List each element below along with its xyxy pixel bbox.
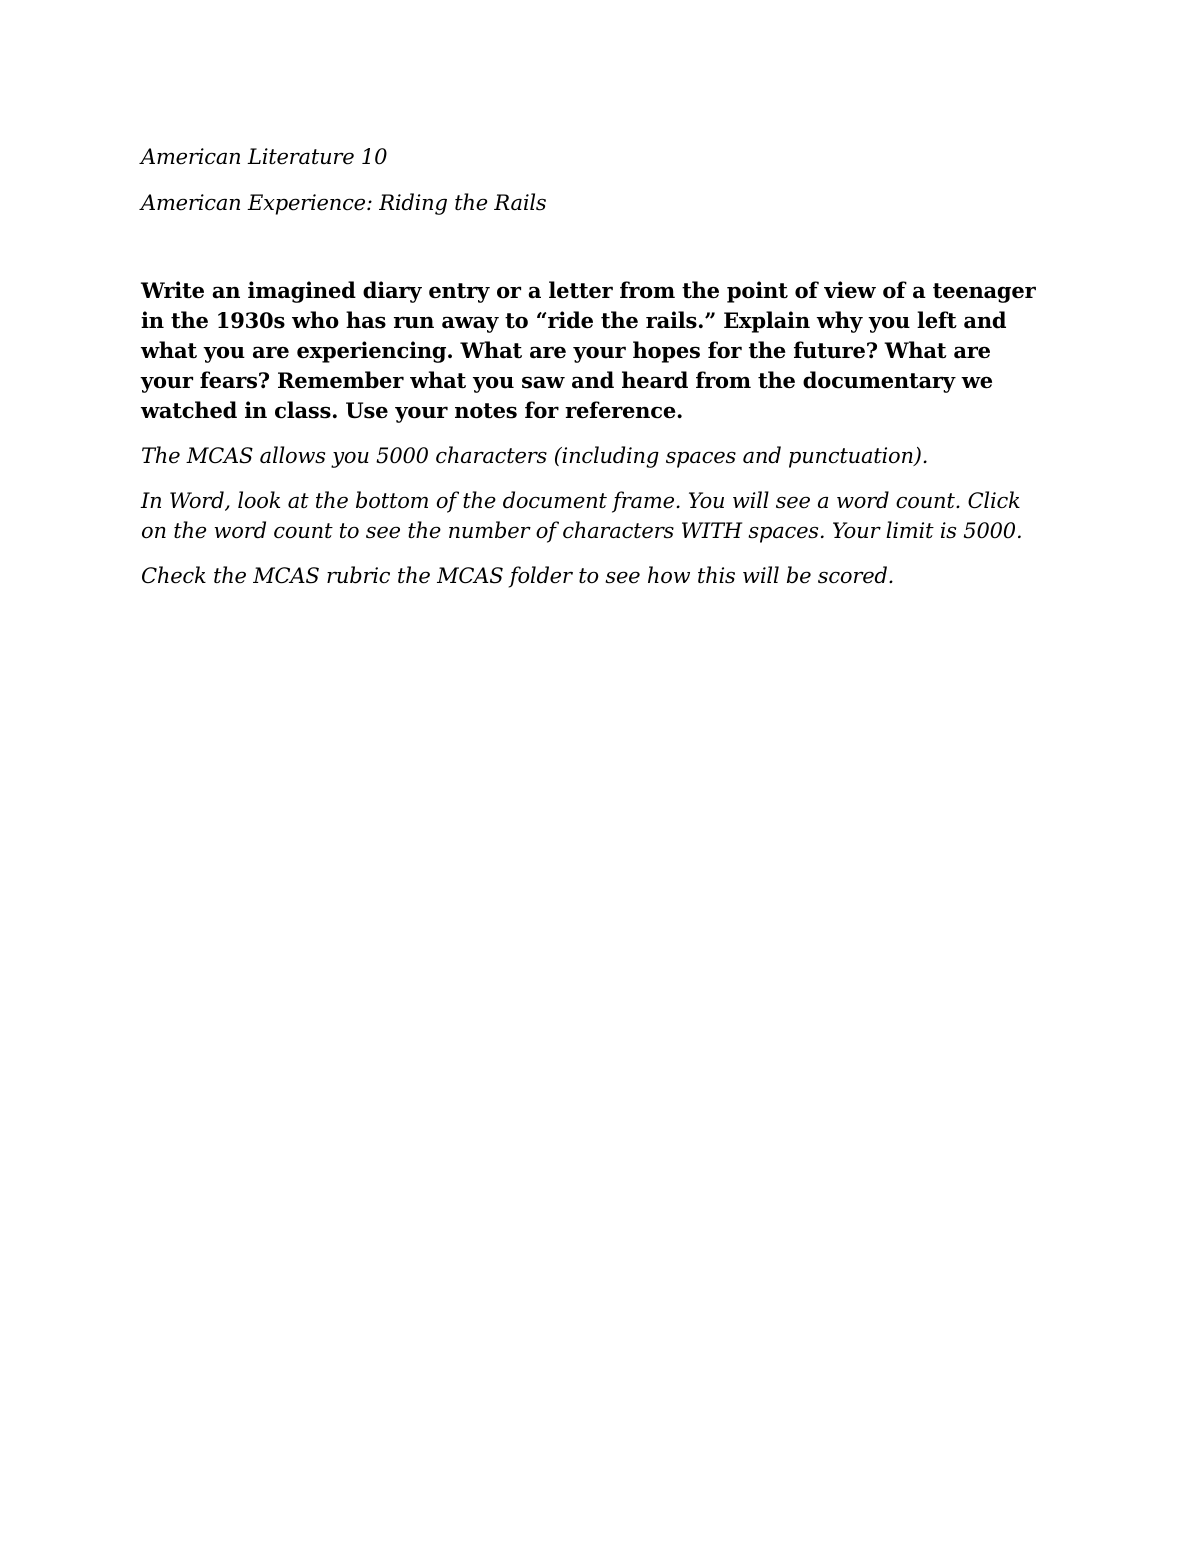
document-body	[141, 142, 1046, 606]
unit-title: American Experience: Riding the Rails	[141, 191, 547, 215]
character-limit-note: The MCAS allows you 5000 characters (including spaces and punctuation).	[141, 444, 929, 468]
course-title: American Literature 10	[141, 145, 388, 169]
assignment-prompt: Write an imagined diary entry or a letter from the point of view of a teenager in the 1930s who has run away to “ride the rails.” Explain why you left and what you are experiencing. What are your hopes for the future? What are your fears? Remember what you saw and heard from the documentary we watched in class. Use your notes for reference.	[141, 278, 1036, 423]
rubric-note: Check the MCAS rubric the MCAS folder to see how this will be scored.	[141, 564, 895, 588]
word-count-instructions: In Word, look at the bottom of the document frame. You will see a word count. Click on the word count to see the number of characters WITH spaces. Your limit is 5000.	[141, 489, 1023, 543]
